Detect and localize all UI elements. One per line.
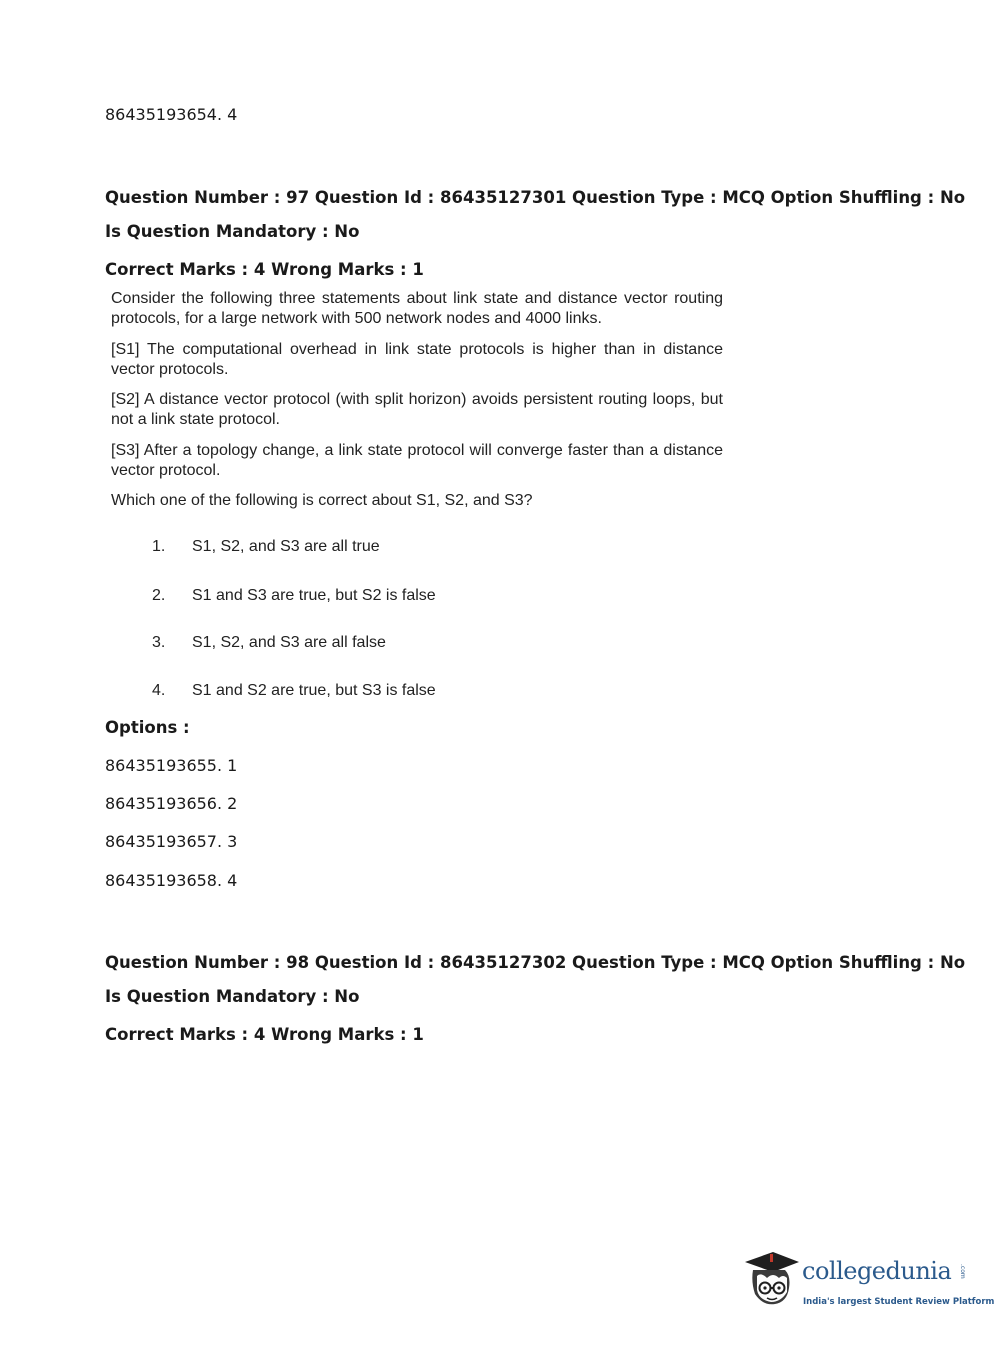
choice-text: S1 and S3 are true, but S2 is false [192,587,436,604]
choice-number: 4. [152,682,166,699]
collegedunia-logo[interactable] [743,1248,995,1318]
choice-number: 2. [152,587,166,604]
q97-statement-s3: [S3] After a topology change, a link state protocol will converge faster than a distance vector protocol. [111,442,723,479]
choice-text: S1 and S2 are true, but S3 is false [192,682,436,699]
q97-marks: Correct Marks : 4 Wrong Marks : 1 [105,260,424,279]
choice-number: 3. [152,634,166,651]
mascot-icon [743,1248,801,1318]
q98-marks: Correct Marks : 4 Wrong Marks : 1 [105,1025,424,1044]
choice-text: S1, S2, and S3 are all true [192,538,380,555]
choice-number: 1. [152,538,166,555]
choice-2 [152,587,436,605]
option-id-3: 86435193657. 3 [105,832,238,851]
prev-option: 86435193654. 4 [105,105,238,124]
logo-tagline: India's largest Student Review Platform [803,1297,995,1307]
q97-statement-s2: [S2] A distance vector protocol (with split horizon) avoids persistent routing loops, but not a link state protocol. [111,391,723,428]
choice-3 [152,634,386,652]
option-id-1: 86435193655. 1 [105,756,238,775]
q97-header: Question Number : 97 Question Id : 86435127301 Question Type : MCQ Option Shuffling : No [105,188,966,207]
choice-4 [152,682,436,700]
q97-intro: Consider the following three statements about link state and distance vector routing protocols, for a large network with 500 network nodes and 4000 links. [111,290,723,327]
logo-wordmark: collegedunia [802,1257,952,1285]
q98-mandatory: Is Question Mandatory : No [105,987,360,1006]
q97-statement-s1: [S1] The computational overhead in link state protocols is higher than in distance vector protocols. [111,341,723,378]
logo-com: .com [959,1264,966,1279]
option-id-2: 86435193656. 2 [105,794,238,813]
option-id-4: 86435193658. 4 [105,871,238,890]
q98-header: Question Number : 98 Question Id : 86435127302 Question Type : MCQ Option Shuffling : No [105,953,966,972]
q97-prompt: Which one of the following is correct about S1, S2, and S3? [111,492,533,509]
q97-mandatory: Is Question Mandatory : No [105,222,360,241]
choice-1 [152,538,380,556]
choice-text: S1, S2, and S3 are all false [192,634,386,651]
options-label: Options : [105,718,190,737]
